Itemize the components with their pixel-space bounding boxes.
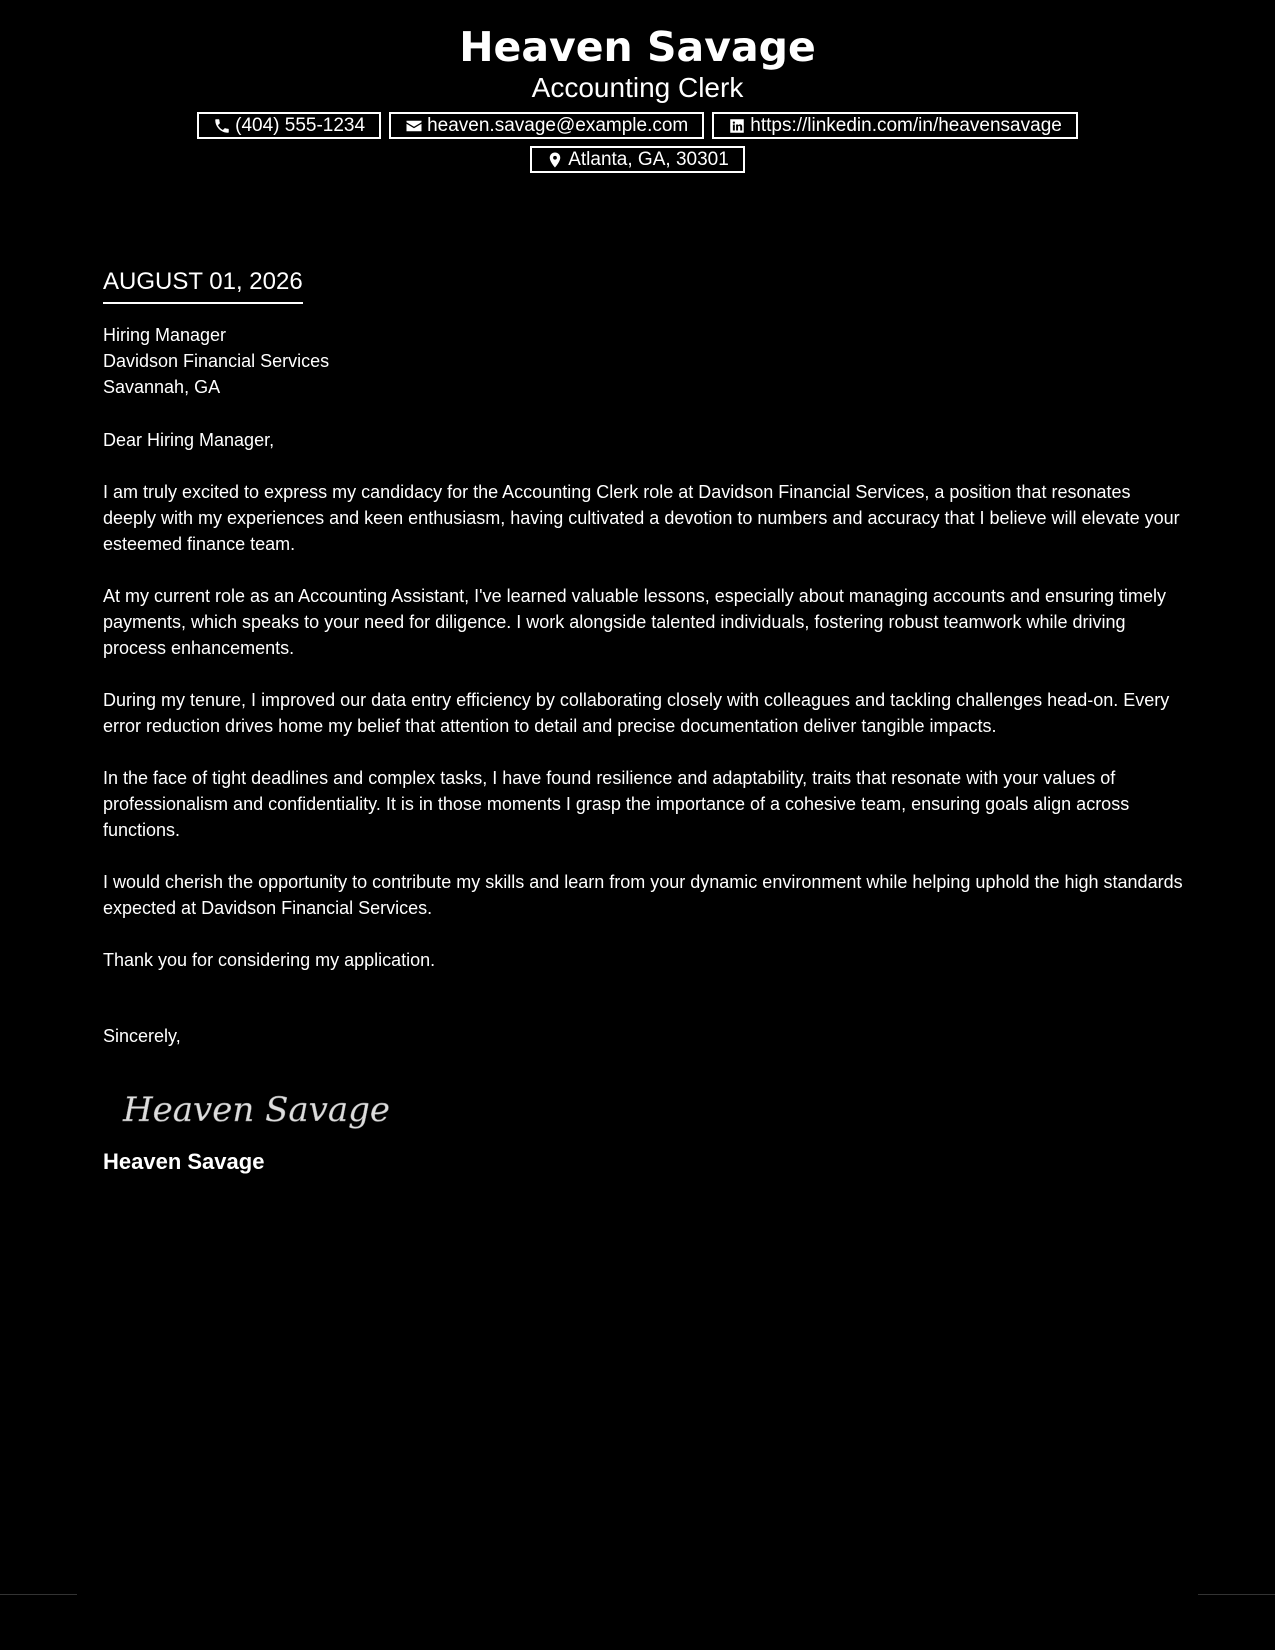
recipient-company: Davidson Financial Services bbox=[103, 351, 330, 371]
recipient-title: Hiring Manager bbox=[103, 325, 227, 345]
contact-phone bbox=[197, 112, 381, 139]
linkedin-text: https://linkedin.com/in/heavensavage bbox=[750, 115, 1062, 136]
paragraph: Thank you for considering my application. bbox=[103, 950, 436, 970]
paragraph: At my current role as an Accounting Assistant, I've learned valuable lessons, especially about managing accounts and ensuring timely payments, which speaks to your need for diligence. I work alongside talented individuals, fostering robust teamwork while driving process enhancements. bbox=[103, 586, 1167, 658]
contact-email bbox=[389, 112, 704, 139]
letter-header bbox=[0, 0, 1275, 173]
greeting: Dear Hiring Manager, bbox=[103, 430, 275, 450]
letter-body bbox=[103, 262, 1183, 1177]
footer-divider-right bbox=[1198, 1594, 1275, 1595]
applicant-job-title: Accounting Clerk bbox=[531, 72, 744, 103]
signed-name: Heaven Savage bbox=[103, 1149, 265, 1174]
recipient-location: Savannah, GA bbox=[103, 377, 221, 397]
email-text: heaven.savage@example.com bbox=[427, 115, 689, 136]
phone-icon bbox=[213, 117, 231, 135]
closing: Sincerely, bbox=[103, 1026, 181, 1046]
phone-text: (404) 555-1234 bbox=[235, 115, 366, 136]
footer-divider-left bbox=[0, 1594, 77, 1595]
contact-row-primary bbox=[0, 112, 1275, 139]
contact-linkedin bbox=[712, 112, 1078, 139]
paragraph: I am truly excited to express my candidacy for the Accounting Clerk role at Davidson Financial Services, a position that resonates deeply with my experiences and keen enthusiasm, having cultivated a devotion to numbers and accuracy that I believe will elevate your esteemed finance team. bbox=[103, 482, 1180, 554]
paragraph: I would cherish the opportunity to contribute my skills and learn from your dynamic environment while helping uphold the high standards expected at Davidson Financial Services. bbox=[103, 872, 1183, 918]
letter-date: AUGUST 01, 2026 bbox=[103, 262, 303, 304]
location-text: Atlanta, GA, 30301 bbox=[568, 149, 729, 170]
paragraph: During my tenure, I improved our data entry efficiency by collaborating closely with colleagues and tackling challenges head-on. Every error reduction drives home my belief that attention to detail and precise documentation deliver tangible impacts. bbox=[103, 690, 1170, 736]
contact-location bbox=[530, 146, 745, 173]
paragraph: In the face of tight deadlines and complex tasks, I have found resilience and adaptability, traits that resonate with your values of professionalism and confidentiality. It is in those moments I grasp the importance of a cohesive team, ensuring goals align across functions. bbox=[103, 768, 1130, 840]
envelope-icon bbox=[405, 117, 423, 135]
handwritten-signature bbox=[121, 1083, 1183, 1135]
contact-row-secondary bbox=[0, 146, 1275, 173]
map-marker-icon bbox=[546, 151, 564, 169]
linkedin-icon bbox=[728, 117, 746, 135]
signature-image bbox=[121, 1083, 391, 1135]
applicant-name: Heaven Savage bbox=[459, 23, 816, 71]
svg-text:Heaven Savage: Heaven Savage bbox=[123, 1090, 391, 1130]
recipient-block bbox=[103, 322, 1183, 400]
